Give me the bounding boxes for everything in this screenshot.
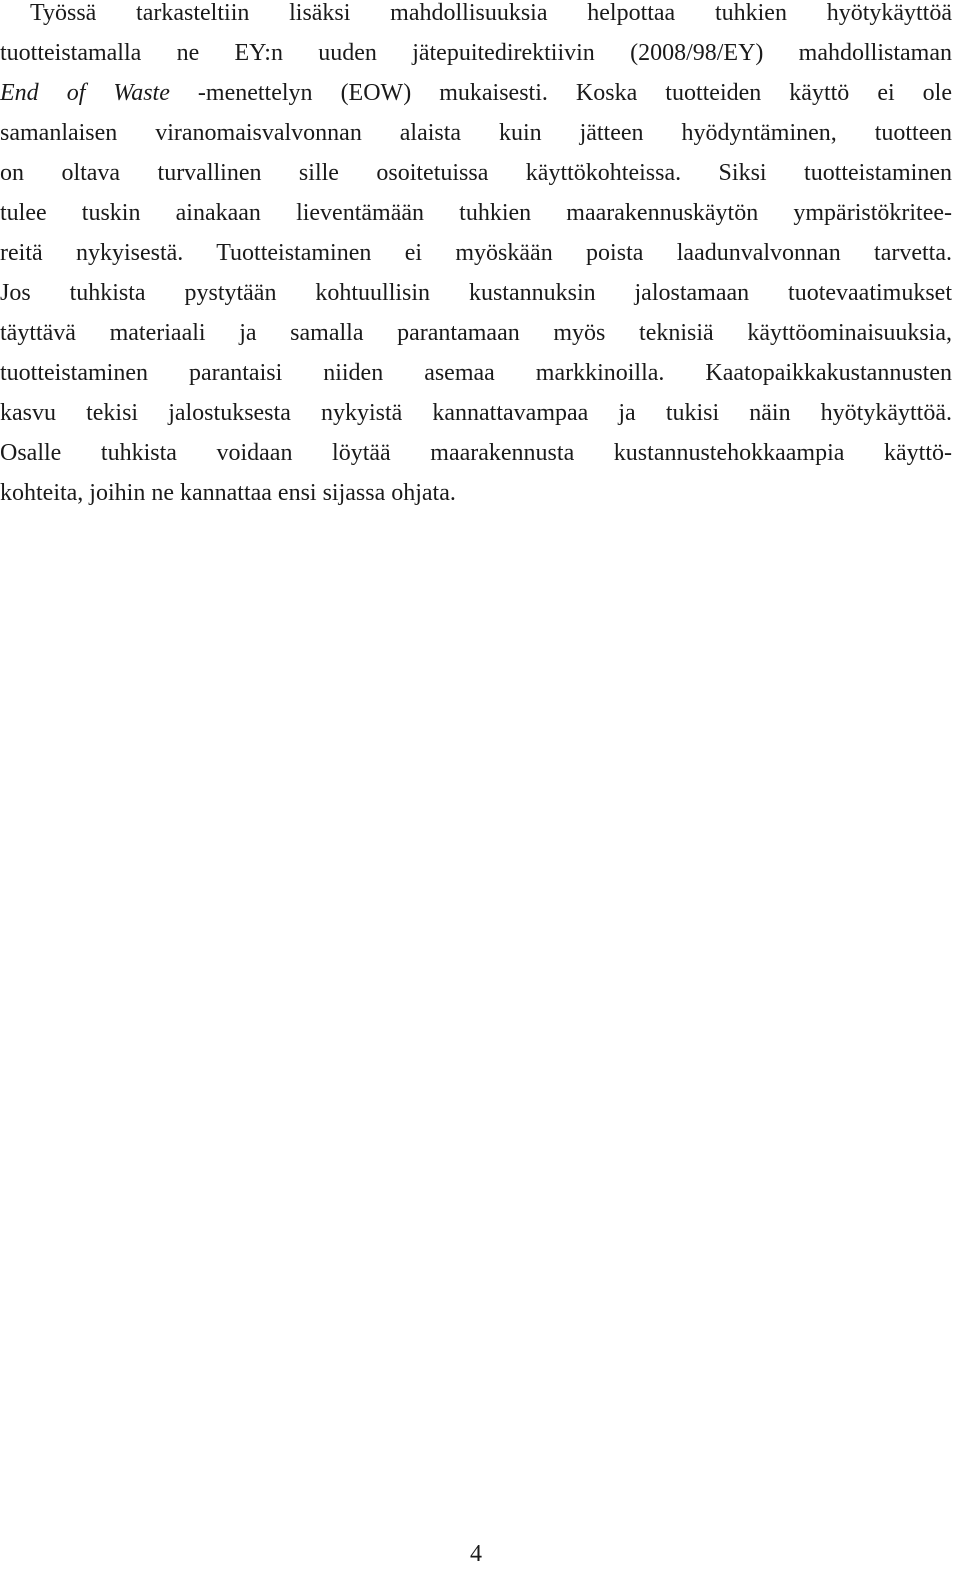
body-paragraph [0,0,952,513]
text-line: kohteita, joihin ne kannattaa ensi sijassa ohjata. [0,480,456,506]
text-line: Osalle tuhkista voidaan löytää maarakennusta kustannustehokkaampia käyttö- [0,440,952,466]
text-line: Jos tuhkista pystytään kohtuullisin kustannuksin jalostamaan tuotevaatimukset [0,280,952,306]
text-line: on oltava turvallinen sille osoitetuissa käyttökohteissa. Siksi tuotteistaminen [0,160,952,186]
text-line: tuotteistaminen parantaisi niiden asemaa markkinoilla. Kaatopaikkakustannusten [0,360,952,386]
italic-term: End of Waste [0,80,170,106]
text-line: tulee tuskin ainakaan lieventämään tuhkien maarakennuskäytön ympäristökritee- [0,200,952,226]
text-line: reitä nykyisestä. Tuotteistaminen ei myöskään poista laadunvalvonnan tarvetta. [0,240,952,266]
text-line: täyttävä materiaali ja samalla parantamaan myös teknisiä käyttöominaisuuksia, [0,320,952,346]
text-line: Työssä tarkasteltiin lisäksi mahdollisuuksia helpottaa tuhkien hyötykäyttöä [30,0,952,26]
page-number: 4 [470,1541,482,1567]
text-line-rest: -menettelyn (EOW) mukaisesti. Koska tuotteiden käyttö ei ole [197,80,952,106]
text-line [0,73,952,113]
text-line: tuotteistamalla ne EY:n uuden jätepuitedirektiivin (2008/98/EY) mahdollistaman [0,40,952,66]
text-line: kasvu tekisi jalostuksesta nykyistä kannattavampaa ja tukisi näin hyötykäyttöä. [0,400,952,426]
text-line: samanlaisen viranomaisvalvonnan alaista kuin jätteen hyödyntäminen, tuotteen [0,120,952,146]
